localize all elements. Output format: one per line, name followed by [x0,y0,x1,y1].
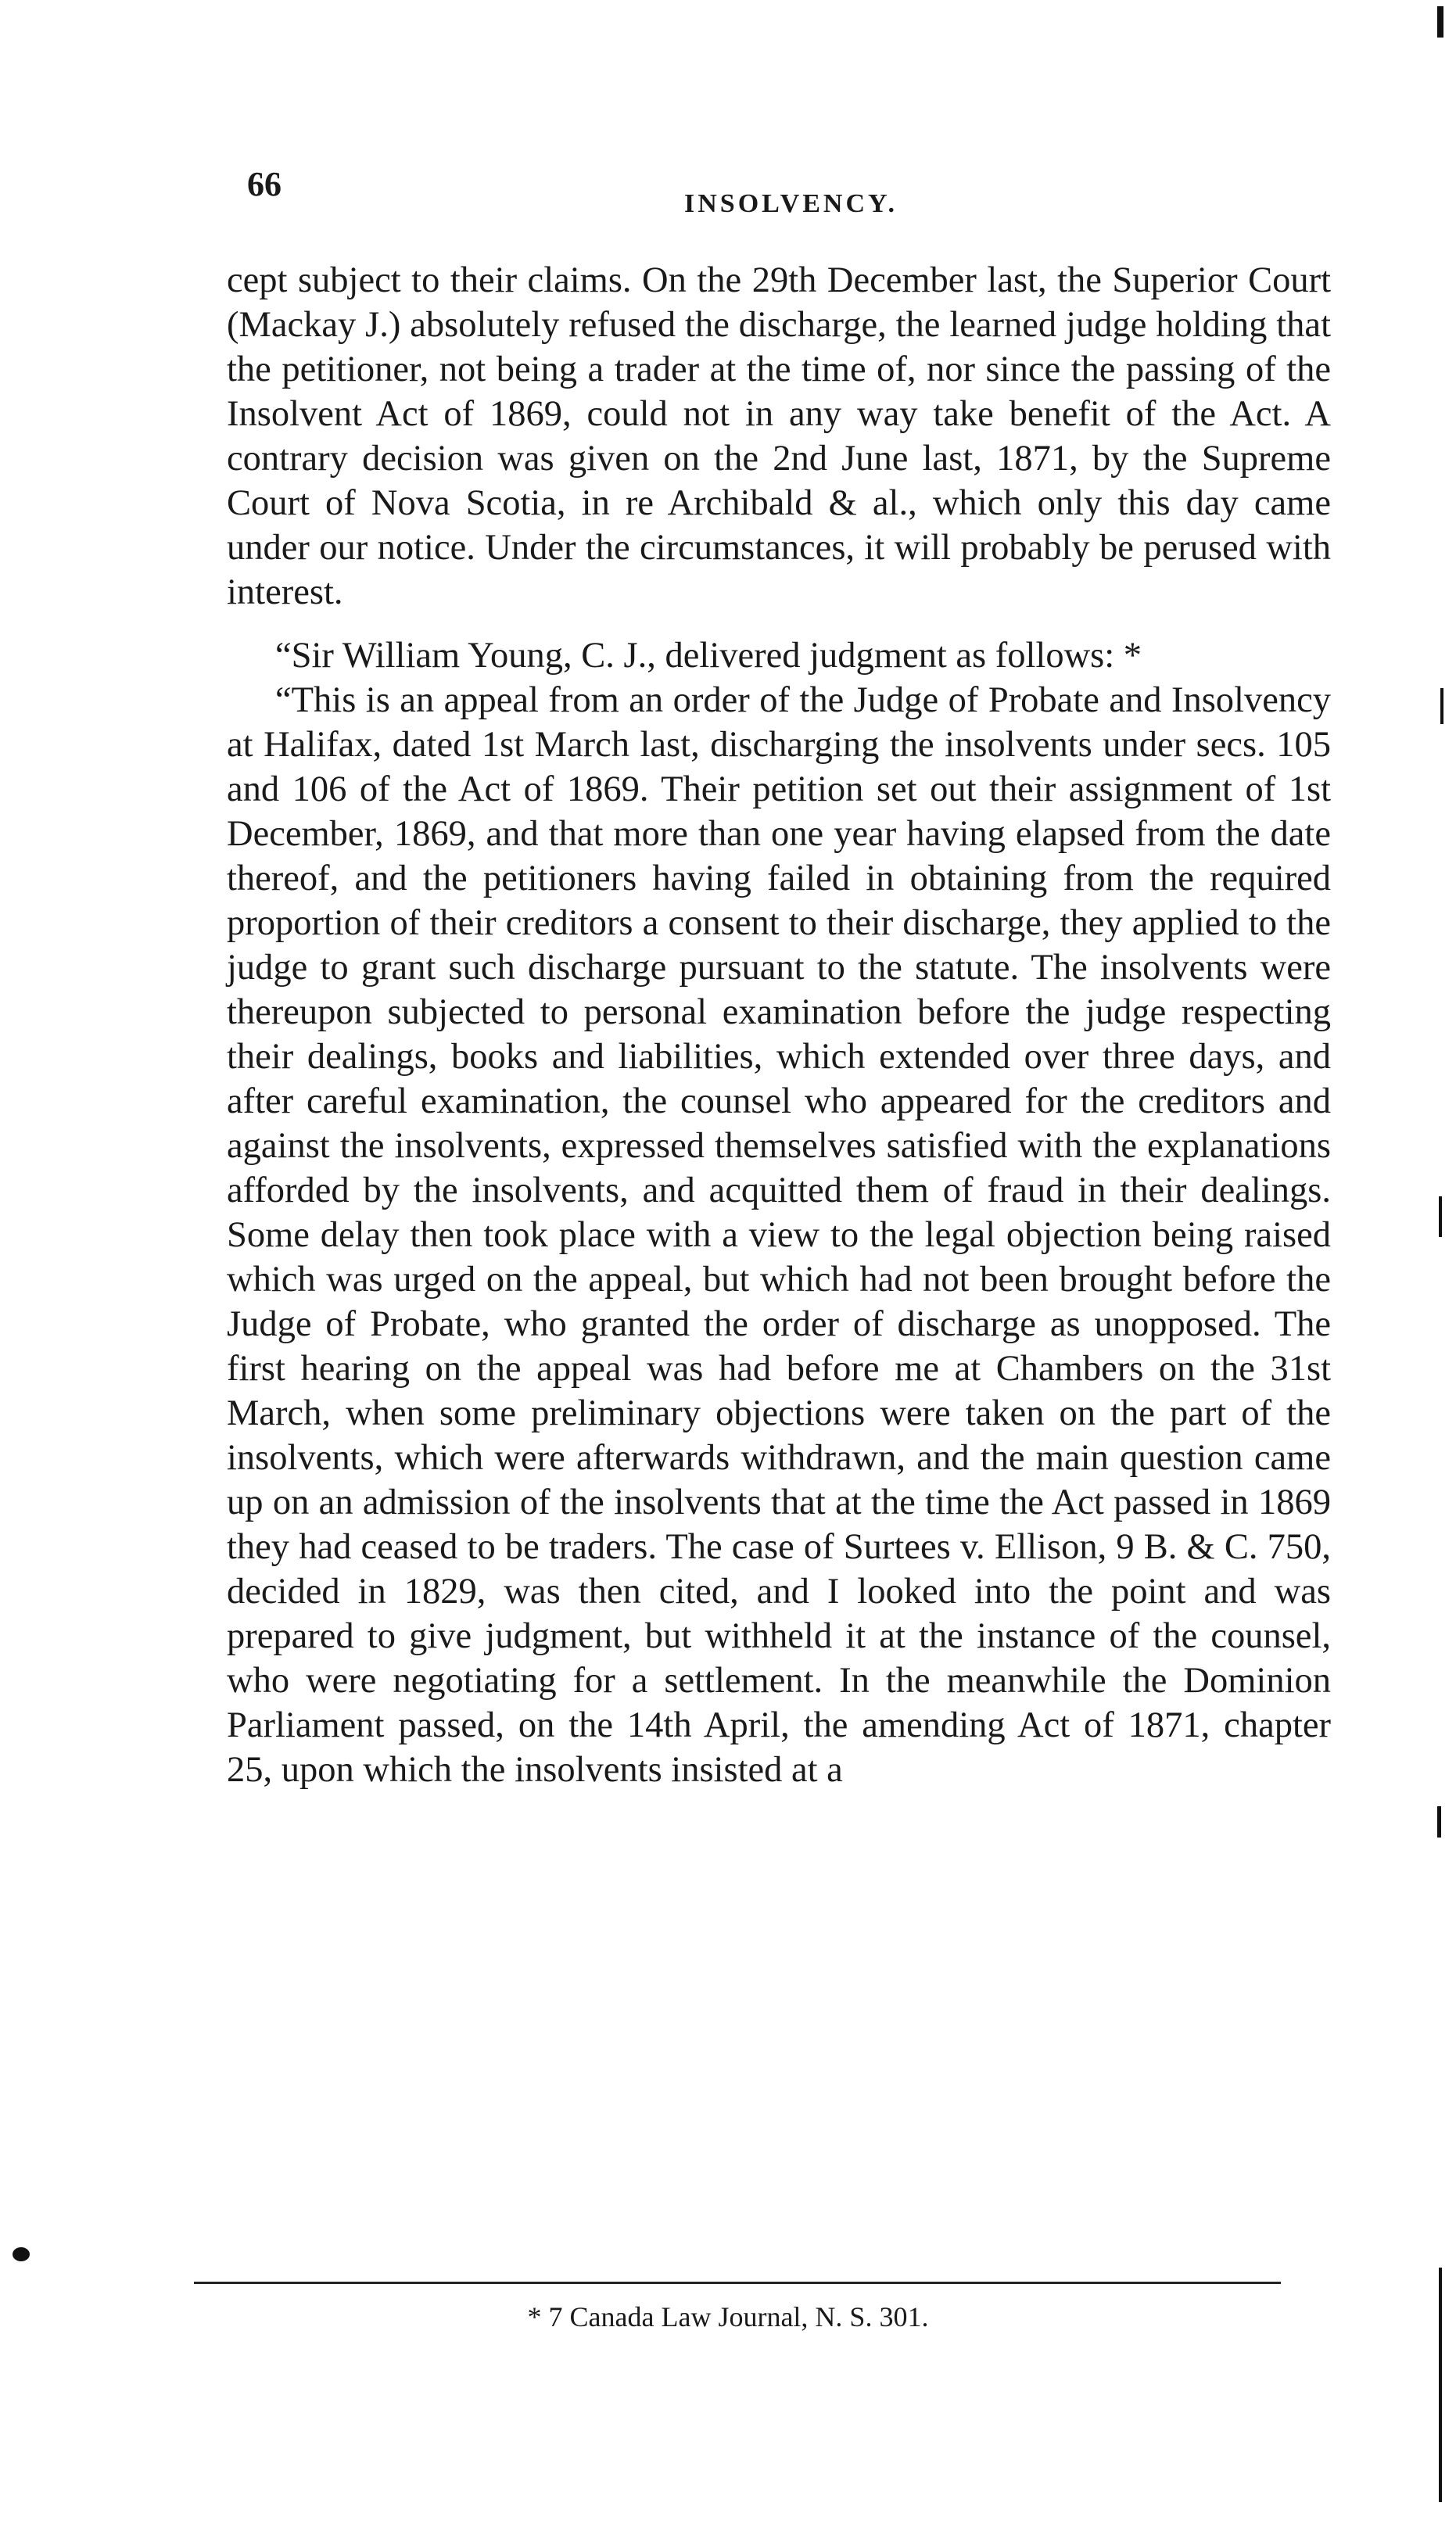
margin-mark [1439,1196,1442,1237]
footnote-divider [194,2282,1281,2284]
margin-blot [13,2247,30,2261]
margin-mark [1439,2268,1442,2502]
margin-mark-top [1437,6,1443,38]
page-number: 66 [247,165,282,203]
margin-mark [1437,1806,1441,1838]
footnote: * 7 Canada Law Journal, N. S. 301. [527,2301,929,2332]
body-text [227,258,1331,1792]
paragraph-judgment-intro: “Sir William Young, C. J., delivered judgment as follows: * [275,636,1142,676]
margin-mark [1440,688,1443,724]
paragraph-continuation: cept subject to their claims. On the 29th December last, the Superior Court (Mackay J.) absolutely refused the discharge, the learned judge holding that the petitioner, not being a trader at the time of, nor since the passing of the Insolvent Act of 1869, could not in any way take benefit of the Act. A contrary decision was given on the 2nd June last, 1871, by the Supreme Court of Nova Scotia, in re Archibald & al., which only this day came under our notice. Under the circumstances, it will probably be perused with interest. [227,260,1331,612]
paragraph-judgment-text: “This is an appeal from an order of the Judge of Probate and Insolvency at Halifax, dated 1st March last, discharging the insolvents under secs. 105 and 106 of the Act of 1869. Their petition set out their assignment of 1st December, 1869, and that more than one year having elapsed from the date thereof, and the petitioners having failed in obtaining from the required proportion of their creditors a consent to their discharge, they applied to the judge to grant such discharge pursuant to the statute. The insolvents were thereupon subjected to personal examination before the judge respecting their dealings, books and liabilities, which extended over three days, and after careful examination, the counsel who appeared for the creditors and against the insolvents, expressed themselves satisfied with the explanations afforded by the insolvents, and acquitted them of fraud in their dealings. Some delay then took place with a view to the legal objection being raised which was urged on the appeal, but which had not been brought before the Judge of Probate, who granted the order of discharge as unopposed. The first hearing on the appeal was had before me at Chambers on the 31st March, when some preliminary objections were taken on the part of the insolvents, which were afterwards withdrawn, and the main question came up on an admission of the insolvents that at the time the Act passed in 1869 they had ceased to be traders. The case of Surtees v. Ellison, 9 B. & C. 750, decided in 1829, was then cited, and I looked into the point and was prepared to give judgment, but withheld it at the instance of the counsel, who were negotiating for a settlement. In the meanwhile the Dominion Parliament passed, on the 14th April, the amending Act of 1871, chapter 25, upon which the insolvents insisted at a [227,680,1331,1790]
running-head: INSOLVENCY. [684,189,898,218]
